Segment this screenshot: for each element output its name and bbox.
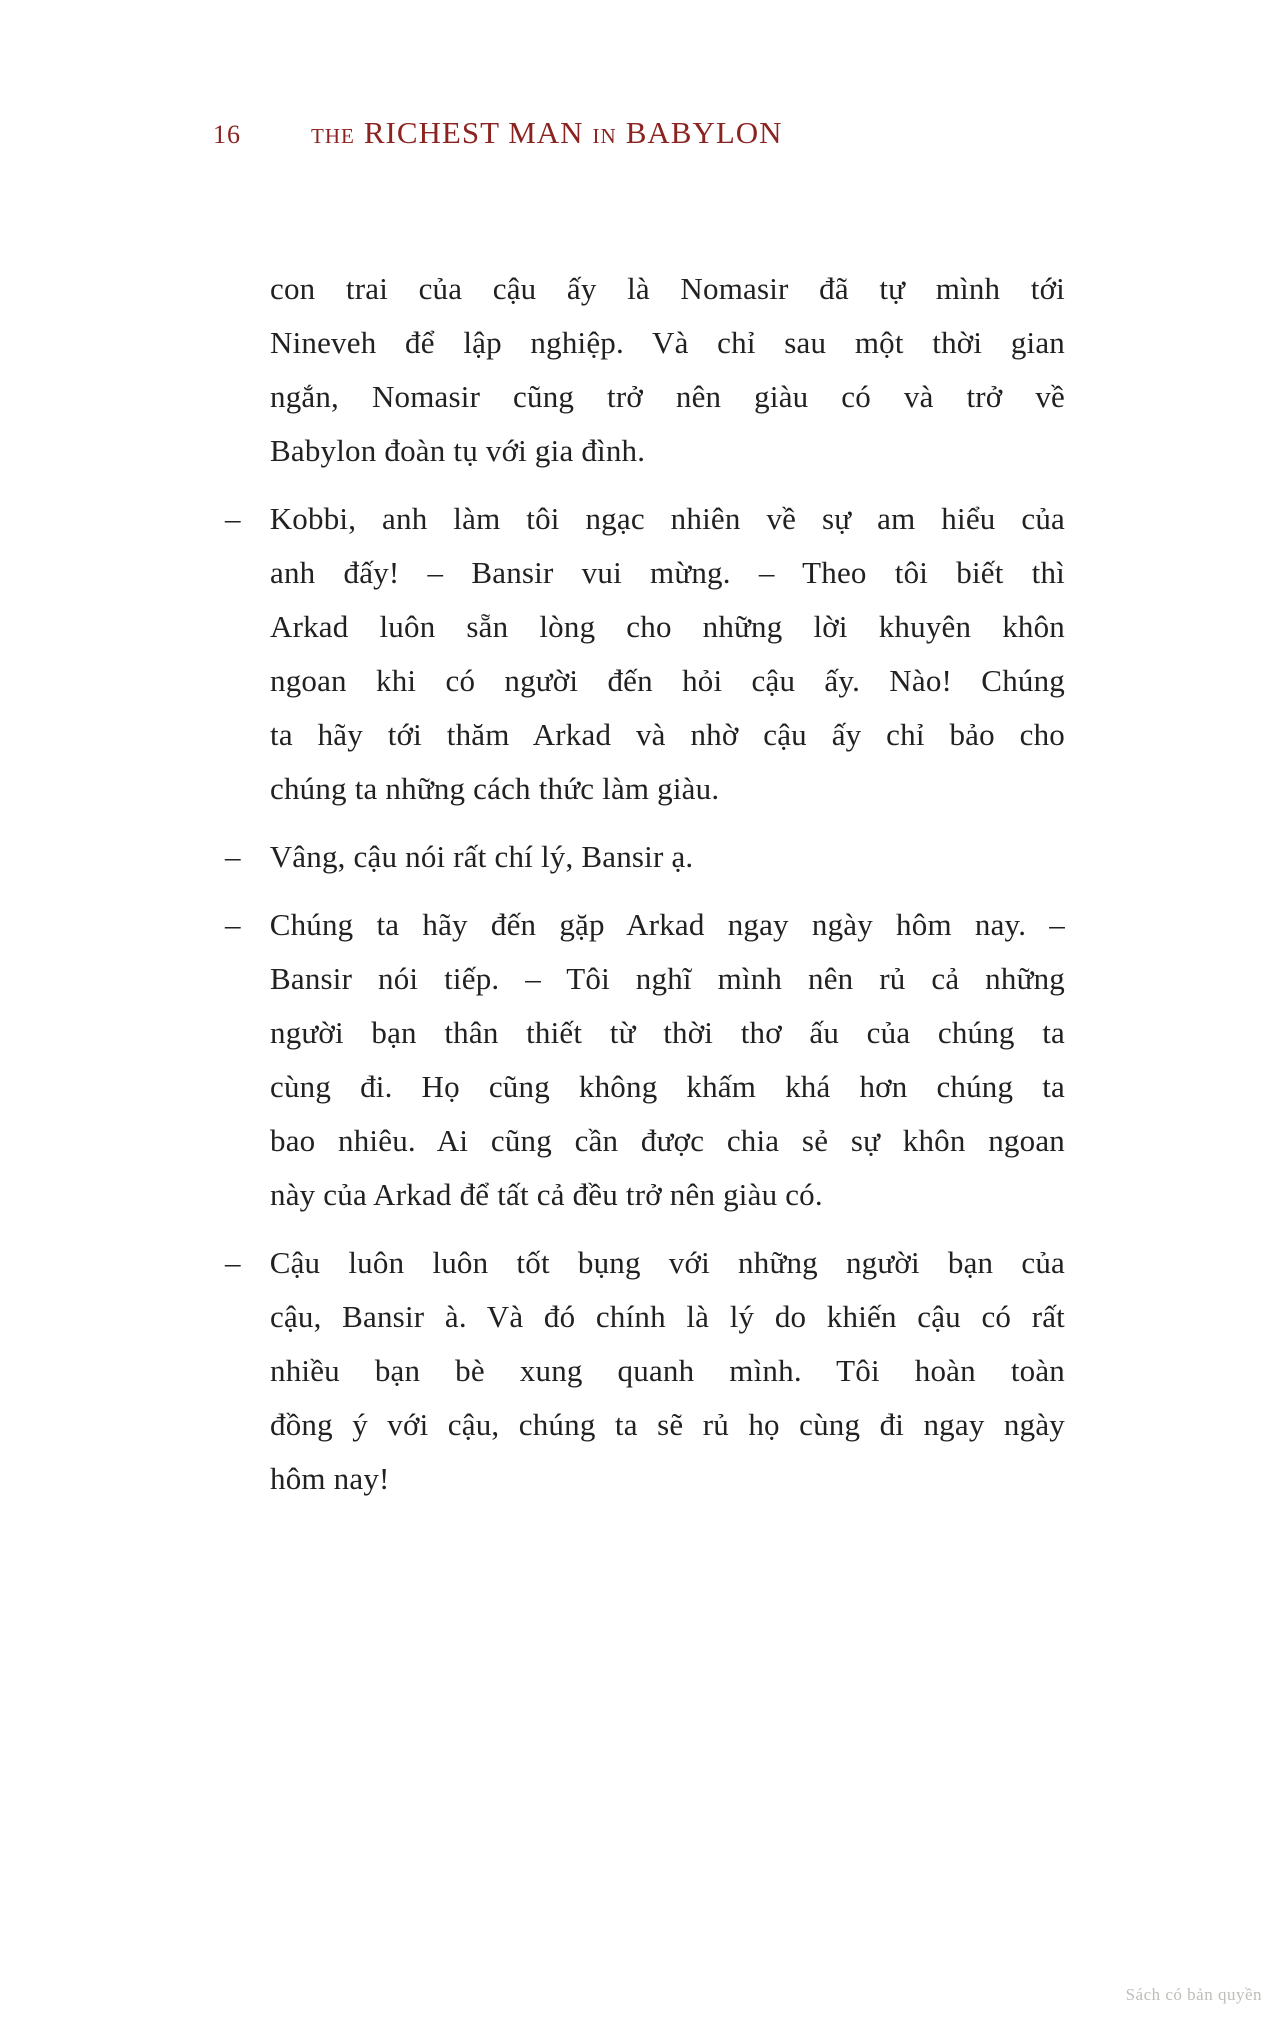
line-text: Cậu luôn luôn tốt bụng với những người bạn của — [269, 1245, 1065, 1280]
copyright-watermark: Sách có bản quyền — [1125, 1985, 1262, 2004]
dialogue-dash: – — [225, 501, 241, 536]
text-line: cậu, Bansir à. Và đó chính là lý do khiến cậu có rất — [270, 1299, 1065, 1334]
text-line — [225, 898, 1065, 952]
text-line — [225, 1236, 1065, 1290]
line-text: Vâng, cậu nói rất chí lý, Bansir ạ. — [269, 839, 694, 874]
text-line: con trai của cậu ấy là Nomasir đã tự mình tới — [270, 271, 1065, 306]
paragraph — [225, 898, 1065, 1222]
paragraph — [225, 1236, 1065, 1506]
page-text — [225, 262, 1065, 1520]
text-line — [225, 830, 1065, 884]
text-line: này của Arkad để tất cả đều trở nên giàu có. — [270, 1177, 823, 1212]
title-part: THE — [311, 124, 355, 148]
text-line: hôm nay! — [270, 1461, 390, 1496]
dialogue-dash: – — [225, 1245, 241, 1280]
dialogue-dash: – — [225, 907, 241, 942]
line-text: Chúng ta hãy đến gặp Arkad ngay ngày hôm nay. – — [269, 907, 1065, 942]
title-part: IN — [592, 124, 617, 148]
text-line: người bạn thân thiết từ thời thơ ấu của chúng ta — [270, 1015, 1065, 1050]
text-line: nhiều bạn bè xung quanh mình. Tôi hoàn toàn — [270, 1353, 1065, 1388]
page-number: 16 — [213, 120, 241, 149]
text-line: Arkad luôn sẵn lòng cho những lời khuyên khôn — [270, 609, 1065, 644]
text-line: bao nhiêu. Ai cũng cần được chia sẻ sự khôn ngoan — [270, 1123, 1065, 1158]
text-line: ngắn, Nomasir cũng trở nên giàu có và trở về — [270, 379, 1065, 414]
paragraph — [225, 492, 1065, 816]
dialogue-dash: – — [225, 839, 241, 874]
text-line: chúng ta những cách thức làm giàu. — [270, 771, 720, 806]
text-line: Babylon đoàn tụ với gia đình. — [270, 433, 646, 468]
paragraph — [270, 262, 1065, 478]
text-line — [225, 492, 1065, 546]
text-line: Nineveh để lập nghiệp. Và chỉ sau một thời gian — [270, 325, 1065, 360]
title-part: RICHEST MAN — [363, 115, 584, 150]
title-part: BABYLON — [625, 115, 783, 150]
paragraph — [225, 830, 1065, 884]
page-header — [213, 114, 783, 151]
line-text: Kobbi, anh làm tôi ngạc nhiên về sự am hiểu của — [269, 501, 1065, 536]
text-line: ta hãy tới thăm Arkad và nhờ cậu ấy chỉ bảo cho — [270, 717, 1065, 752]
text-line: cùng đi. Họ cũng không khấm khá hơn chúng ta — [270, 1069, 1065, 1104]
text-line: Bansir nói tiếp. – Tôi nghĩ mình nên rủ cả những — [270, 961, 1065, 996]
text-line: anh đấy! – Bansir vui mừng. – Theo tôi biết thì — [270, 555, 1065, 590]
text-line: ngoan khi có người đến hỏi cậu ấy. Nào! Chúng — [270, 663, 1065, 698]
book-title — [311, 114, 783, 151]
text-line: đồng ý với cậu, chúng ta sẽ rủ họ cùng đi ngay ngày — [270, 1407, 1065, 1442]
